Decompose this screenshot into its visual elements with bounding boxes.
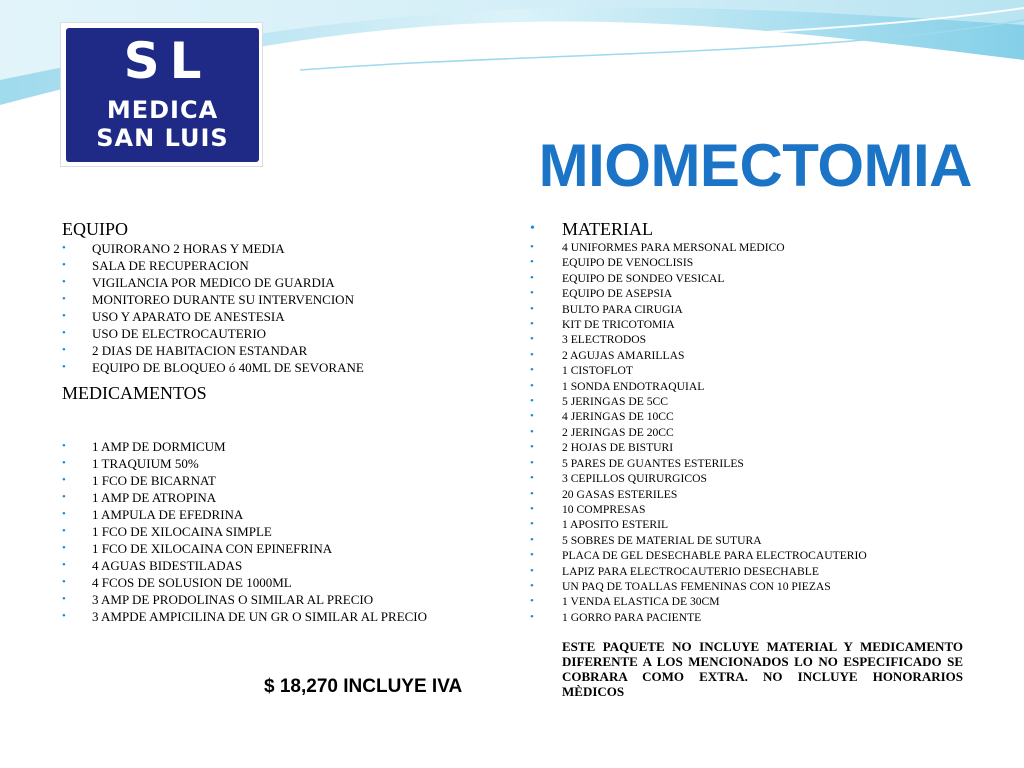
list-item: • LAPIZ PARA ELECTROCAUTERIO DESECHABLE <box>530 564 970 579</box>
list-item: • QUIRORANO 2 HORAS Y MEDIA <box>62 240 502 257</box>
logo-line-medica: MEDICA <box>106 96 219 124</box>
material-list <box>530 240 970 625</box>
medicamentos-list <box>62 438 502 625</box>
list-item: • 4 AGUAS BIDESTILADAS <box>62 557 502 574</box>
list-item: • 1 VENDA ELASTICA DE 30CM <box>530 594 970 609</box>
package-exclusions-note: ESTE PAQUETE NO INCLUYE MATERIAL Y MEDICAMENTO DIFERENTE A LOS MENCIONADOS LO NO ESPECIFICADO SE COBRARA COMO EXTRA. NO INCLUYE HONORARIOS MÈDICOS <box>562 639 963 699</box>
list-item: • VIGILANCIA POR MEDICO DE GUARDIA <box>62 274 502 291</box>
list-item: • BULTO PARA CIRUGIA <box>530 302 970 317</box>
medicamentos-heading: MEDICAMENTOS <box>62 383 207 403</box>
list-item: • 3 AMP DE PRODOLINAS O SIMILAR AL PRECIO <box>62 591 502 608</box>
list-item: • EQUIPO DE SONDEO VESICAL <box>530 271 970 286</box>
list-item: • 3 AMPDE AMPICILINA DE UN GR O SIMILAR AL PRECIO <box>62 608 502 625</box>
page-title: MIOMECTOMIA <box>538 132 972 199</box>
list-item: • 4 JERINGAS DE 10CC <box>530 409 970 424</box>
list-item: • EQUIPO DE VENOCLISIS <box>530 255 970 270</box>
equipo-heading: EQUIPO <box>62 219 128 239</box>
list-item: • 4 UNIFORMES PARA MERSONAL MEDICO <box>530 240 970 255</box>
list-item: • UN PAQ DE TOALLAS FEMENINAS CON 10 PIEZAS <box>530 579 970 594</box>
list-item: • 1 GORRO PARA PACIENTE <box>530 610 970 625</box>
list-item: • 1 FCO DE XILOCAINA SIMPLE <box>62 523 502 540</box>
equipo-list <box>62 240 502 376</box>
list-item: • 1 CISTOFLOT <box>530 363 970 378</box>
list-item: • 3 CEPILLOS QUIRURGICOS <box>530 471 970 486</box>
list-item: • 10 COMPRESAS <box>530 502 970 517</box>
list-item: • 5 SOBRES DE MATERIAL DE SUTURA <box>530 533 970 548</box>
list-item: • 1 FCO DE BICARNAT <box>62 472 502 489</box>
list-item: • 1 FCO DE XILOCAINA CON EPINEFRINA <box>62 540 502 557</box>
list-item: • EQUIPO DE ASEPSIA <box>530 286 970 301</box>
list-item: • 2 HOJAS DE BISTURI <box>530 440 970 455</box>
list-item: • 1 AMPULA DE EFEDRINA <box>62 506 502 523</box>
left-column <box>62 218 502 625</box>
material-heading: • MATERIAL <box>530 218 970 240</box>
list-item: • 4 FCOS DE SOLUSION DE 1000ML <box>62 574 502 591</box>
logo-initials: SL <box>123 32 212 90</box>
right-column <box>530 218 970 625</box>
list-item: • 2 JERINGAS DE 20CC <box>530 425 970 440</box>
list-item: • 3 ELECTRODOS <box>530 332 970 347</box>
list-item: • 5 PARES DE GUANTES ESTERILES <box>530 456 970 471</box>
list-item: • 20 GASAS ESTERILES <box>530 487 970 502</box>
list-item: • MONITOREO DURANTE SU INTERVENCION <box>62 291 502 308</box>
list-item: • 2 AGUJAS AMARILLAS <box>530 348 970 363</box>
list-item: • USO Y APARATO DE ANESTESIA <box>62 308 502 325</box>
list-item: • PLACA DE GEL DESECHABLE PARA ELECTROCAUTERIO <box>530 548 970 563</box>
list-item: • 1 AMP DE ATROPINA <box>62 489 502 506</box>
list-item: • SALA DE RECUPERACION <box>62 257 502 274</box>
list-item: • 1 APOSITO ESTERIL <box>530 517 970 532</box>
sl-medica-logo <box>66 28 259 162</box>
list-item: • 1 AMP DE DORMICUM <box>62 438 502 455</box>
list-item: • USO DE ELECTROCAUTERIO <box>62 325 502 342</box>
list-item: • 5 JERINGAS DE 5CC <box>530 394 970 409</box>
package-price: $ 18,270 INCLUYE IVA <box>264 676 463 697</box>
list-item: • 1 TRAQUIUM 50% <box>62 455 502 472</box>
list-item: • EQUIPO DE BLOQUEO ó 40ML DE SEVORANE <box>62 359 502 376</box>
list-item: • KIT DE TRICOTOMIA <box>530 317 970 332</box>
list-item: • 1 SONDA ENDOTRAQUIAL <box>530 379 970 394</box>
logo-line-san-luis: SAN LUIS <box>96 124 229 152</box>
list-item: • 2 DIAS DE HABITACION ESTANDAR <box>62 342 502 359</box>
